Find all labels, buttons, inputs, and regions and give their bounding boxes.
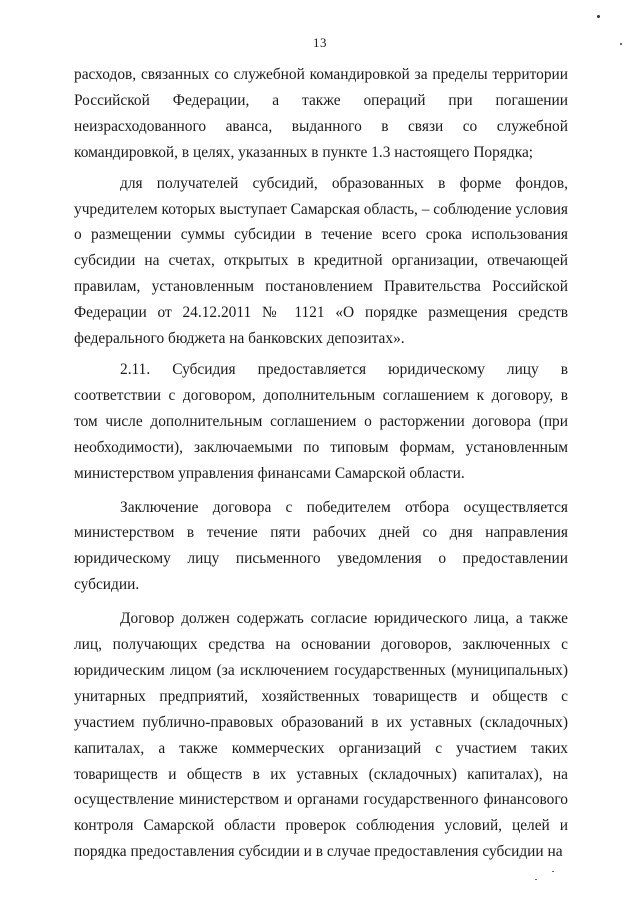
paragraph-contract-consent: Договор должен содержать согласие юридического лица, а также лиц, получающих средства на основании договоров, заключенных с юридическим лицом (за исключением государственных (муниципальных) унитарных предприятий, хозяйственных товариществ и обществ с участием публично-правовых образований в их уставных (складочных) капиталах, а также коммерческих организаций с участием таких товариществ и обществ в их уставных (складочных) капиталах), на осуществление министерством и органами государственного финансового контроля Самарской области проверок соблюдения условий, целей и порядка предоставления субсидии и в случае предоставления субсидии на (74, 610, 568, 861)
document-body (74, 62, 568, 865)
paragraph-foundations: для получателей субсидий, образованных в форме фондов, учредителем которых выступает Самарская область, – соблюдение условия о размещении суммы субсидии в течение всего срока использования субсидии на счетах, открытых в кредитной организации, отвечающей правилам, установленным постановлением Правительства Российской Федерации от 24.12.2011 № 1121 «О порядке размещения средств федерального бюджета на банковских депозитах». (74, 174, 568, 348)
page-number: 13 (313, 35, 327, 50)
paragraph-contract-conclusion: Заключение договора с победителем отбора осуществляется министерством в течение пяти рабочих дней со дня направления юридическому лицу письменного уведомления о предоставлении субсидии. (74, 498, 568, 594)
paragraph-expenses-continuation: расходов, связанных со служебной командировкой за пределы территории Российской Федерации, а также операций при погашении неизрасходованного аванса, выданного в связи со служебной командировкой, в целях, указанных в пункте 1.3 настоящего Порядка; (74, 66, 568, 161)
scan-speck (552, 871, 554, 872)
scan-speck (535, 879, 537, 880)
scan-speck (597, 15, 600, 18)
paragraph-2-11: 2.11. Субсидия предоставляется юридическому лицу в соответствии с договором, дополнительным соглашением к договору, в том числе дополнительным соглашением о расторжении договора (при необходимости), заключаемыми по типовым формам, установленным министерством управления финансами Самарской области. (74, 360, 568, 482)
scan-speck (620, 43, 622, 45)
